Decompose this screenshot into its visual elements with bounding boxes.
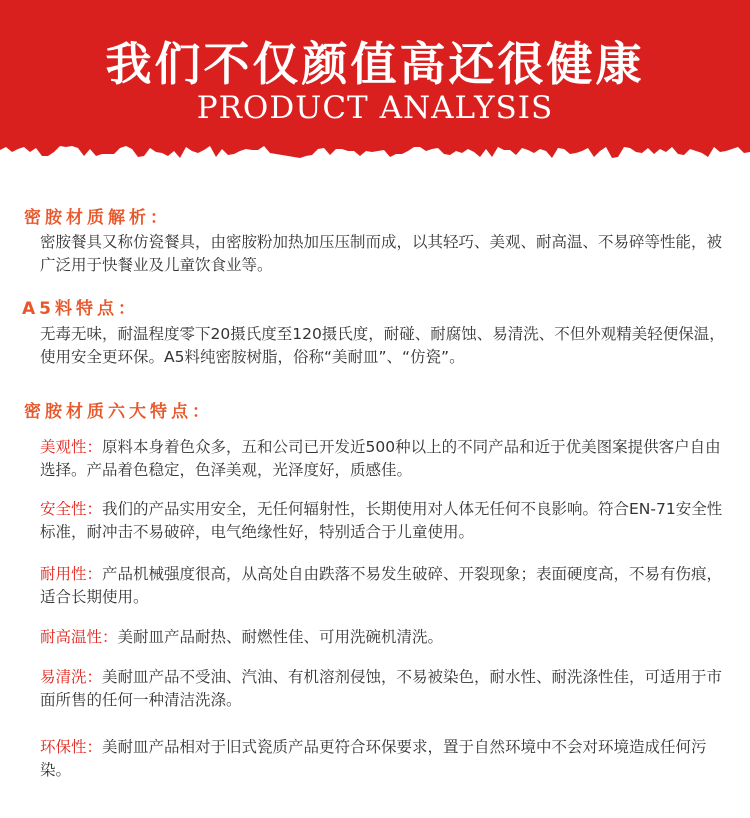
section-heading-six-features: 密胺材质六大特点： [24,402,213,422]
feature-durability [40,563,730,609]
feature-appearance [40,436,730,482]
section-heading-a5: A5料特点： [22,299,139,319]
feature-label: 美观性： [40,438,103,456]
feature-heat-resistance [40,626,730,649]
feature-label: 易清洗： [40,668,103,686]
feature-text: 产品机械强度很高，从高处自由跌落不易发生破碎、开裂现象；表面硬度高，不易有伤痕，适合长期使用。 [40,565,723,606]
feature-label: 耐用性： [40,565,103,583]
banner-subtitle: PRODUCT ANALYSIS [196,90,554,126]
feature-text: 美耐皿产品耐热、耐燃性佳、可用洗碗机清洗。 [117,628,444,646]
header-banner [0,0,750,165]
feature-safety [40,498,730,544]
feature-label: 安全性： [40,500,103,518]
feature-text: 我们的产品实用安全，无任何辐射性，长期使用对人体无任何不良影响。符合EN-71安全性标准，耐冲击不易破碎，电气绝缘性好，特别适合于儿童使用。 [40,500,723,541]
feature-text: 美耐皿产品相对于旧式瓷质产品更符合环保要求，置于自然环境中不会对环境造成任何污染。 [40,738,707,779]
banner-title: 我们不仅颜值高还很健康 [105,37,645,91]
feature-text: 原料本身着色众多，五和公司已开发近500种以上的不同产品和近于优美图案提供客户自由选择。产品着色稳定，色泽美观，光泽度好，质感佳。 [40,438,721,479]
feature-text: 美耐皿产品不受油、汽油、有机溶剂侵蚀，不易被染色，耐水性、耐洗涤性佳，可适用于市面所售的任何一种清洁洗涤。 [40,668,723,709]
section-text-melamine: 密胺餐具又称仿瓷餐具，由密胺粉加热加压压制而成，以其轻巧、美观、耐高温、不易碎等性能，被广泛用于快餐业及儿童饮食业等。 [40,233,723,274]
section-heading-melamine: 密胺材质解析： [24,208,171,228]
feature-easy-clean [40,666,730,712]
section-text-a5: 无毒无味，耐温程度零下20摄氏度至120摄氏度，耐碰、耐腐蚀、易清洗、不但外观精美轻便保温，使用安全更环保。A5料纯密胺树脂，俗称“美耐皿”、“仿瓷”。 [40,325,725,366]
feature-eco [40,736,730,782]
feature-label: 环保性： [40,738,103,756]
feature-label: 耐高温性： [40,628,118,646]
